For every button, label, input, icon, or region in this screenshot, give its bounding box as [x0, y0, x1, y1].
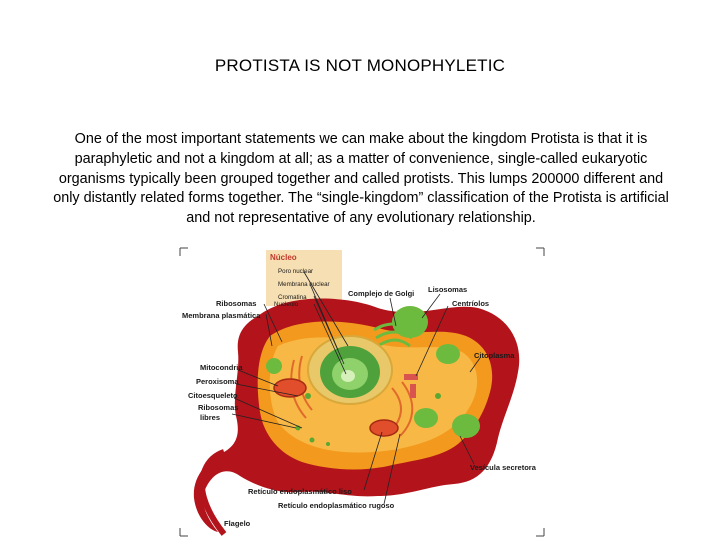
label-reticulo-liso: Retículo endoplasmático liso — [248, 487, 352, 496]
slide-title: PROTISTA IS NOT MONOPHYLETIC — [214, 56, 506, 75]
cell-diagram — [178, 246, 546, 538]
nucleus — [308, 336, 392, 404]
label-vesicula-secretora: Vesícula secretora — [470, 463, 536, 472]
label-nucleo: Núcleo — [270, 253, 297, 262]
label-ribosomas-libres-2: libres — [200, 413, 221, 422]
label-citoplasma: Citoplasma — [474, 351, 515, 360]
label-ribosomas: Ribosomas — [216, 299, 257, 308]
label-centriolos: Centríolos — [452, 299, 490, 308]
label-complejo-golgi: Complejo de Golgi — [348, 289, 415, 298]
label-peroxisoma: Peroxisoma — [196, 377, 239, 386]
label-cromatina: Cromatina — [278, 294, 307, 301]
label-mitocondria: Mitocondria — [200, 363, 243, 372]
label-membrana-plasmatica: Membrana plasmática — [182, 311, 261, 320]
label-reticulo-rugoso: Retículo endoplasmático rugoso — [278, 501, 395, 510]
slide-body-text: One of the most important statements we can make about the kingdom Protista is that it is paraphyletic and not a kingdom at all; as a matter of convenience, single-called eukaryotic organisms typically been grouped together and called protists. This lumps 200000 different and only distantly related forms together. The “single-kingdom” classification of the Protista is artificial and not representative of any evolutionary relationship. — [53, 131, 669, 227]
label-poro-nuclear: Poro nuclear — [278, 268, 314, 275]
label-flagelo: Flagelo — [224, 519, 251, 528]
label-nucleolo: Nucleolo — [274, 301, 299, 308]
label-lisosomas: Lisosomas — [428, 285, 468, 294]
label-citoesqueleto: Citoesqueleto — [188, 391, 238, 400]
label-membrana-nuclear: Membrana nuclear — [278, 281, 330, 288]
label-ribosomas-libres-1: Ribosomas — [198, 403, 239, 412]
